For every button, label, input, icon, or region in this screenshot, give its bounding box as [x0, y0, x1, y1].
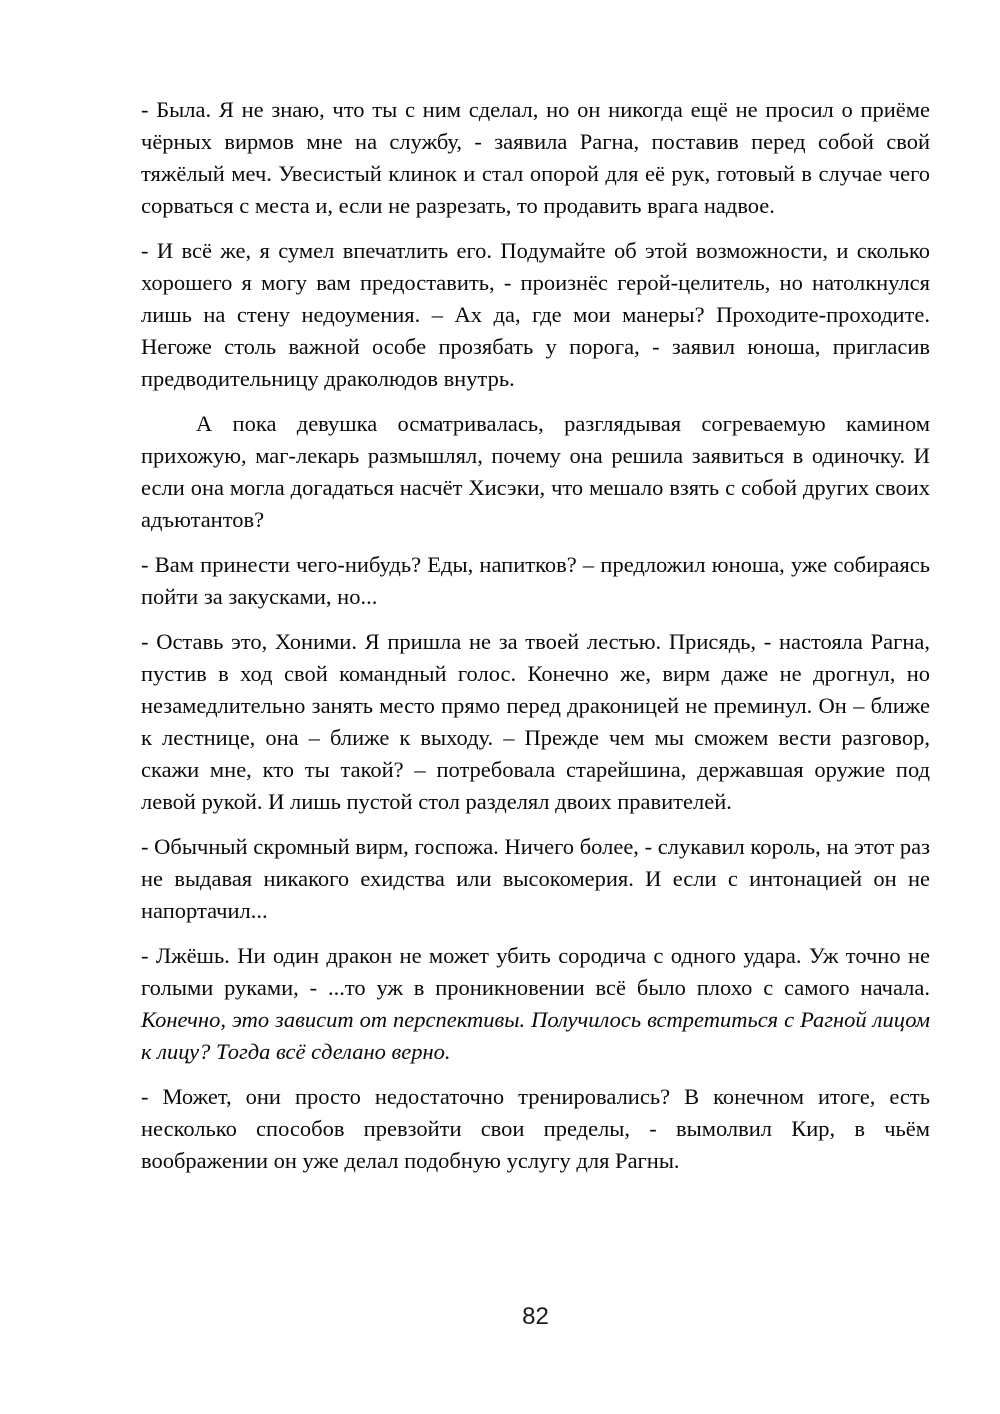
paragraph-text: А пока девушка осматривалась, разглядывая согреваемую камином прихожую, маг-лекарь размышлял, почему она решила заявиться в одиночку. И если она могла догадаться насчёт Хисэки, что мешало взять с собой других своих адъютантов?: [141, 411, 930, 532]
paragraph: [141, 1081, 930, 1177]
paragraph-text: - Обычный скромный вирм, госпожа. Ничего более, - слукавил король, на этот раз не выдавая никакого ехидства или высокомерия. И если с интонацией он не напортачил...: [141, 834, 930, 923]
paragraph-italic-text: Конечно, это зависит от перспективы. Получилось встретиться с Рагной лицом к лицу? Тогда всё сделано верно.: [141, 1007, 930, 1064]
paragraph-text: - Может, они просто недостаточно тренировались? В конечном итоге, есть несколько способов превзойти свои пределы, - вымолвил Кир, в чьём воображении он уже делал подобную услугу для Рагны.: [141, 1084, 930, 1173]
paragraph-text: - Вам принести чего-нибудь? Еды, напитков? – предложил юноша, уже собираясь пойти за закусками, но...: [141, 552, 930, 609]
paragraph: [141, 940, 930, 1068]
paragraph-text: - Оставь это, Хоними. Я пришла не за твоей лестью. Присядь, - настояла Рагна, пустив в ход свой командный голос. Конечно же, вирм даже не дрогнул, но незамедлительно занять место прямо перед драконицей не преминул. Он – ближе к лестнице, она – ближе к выходу. – Прежде чем мы сможем вести разговор, скажи мне, кто ты такой? – потребовала старейшина, державшая оружие под левой рукой. И лишь пустой стол разделял двоих правителей.: [141, 629, 930, 814]
page-number: 82: [522, 1303, 549, 1330]
paragraph-text: - Лжёшь. Ни один дракон не может убить сородича с одного удара. Уж точно не голыми руками, - ...то уж в проникновении всё было плохо с самого начала.: [141, 943, 930, 1000]
paragraph-text: - Была. Я не знаю, что ты с ним сделал, но он никогда ещё не просил о приёме чёрных вирмов мне на службу, - заявила Рагна, поставив перед собой свой тяжёлый меч. Увесистый клинок и стал опорой для её рук, готовый в случае чего сорваться с места и, если не разрезать, то продавить врага надвое.: [141, 97, 930, 218]
paragraph: [141, 626, 930, 818]
paragraph: [141, 549, 930, 613]
paragraph: [141, 408, 930, 536]
text-content: [141, 94, 930, 1190]
paragraph: [141, 94, 930, 222]
paragraph: [141, 831, 930, 927]
paragraph: [141, 235, 930, 395]
paragraph-text: - И всё же, я сумел впечатлить его. Подумайте об этой возможности, и сколько хорошего я могу вам предоставить, - произнёс герой-целитель, но натолкнулся лишь на стену недоумения. – Ах да, где мои манеры? Проходите-проходите. Негоже столь важной особе прозябать у порога, - заявил юноша, пригласив предводительницу драколюдов внутрь.: [141, 238, 930, 391]
